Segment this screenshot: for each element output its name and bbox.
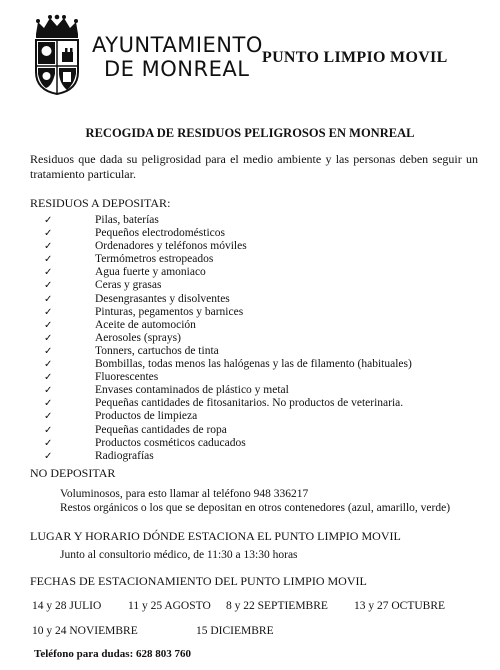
date-item: 10 y 24 NOVIEMBRE	[32, 625, 138, 637]
location-text: Junto al consultorio médico, de 11:30 a 13:30 horas	[60, 549, 298, 561]
check-icon: ✓	[44, 215, 53, 226]
check-icon: ✓	[44, 372, 53, 384]
check-icon: ✓	[44, 424, 53, 436]
check-icon: ✓	[44, 332, 53, 344]
no-deposit-heading: NO DEPOSITAR	[30, 466, 116, 480]
check-icon: ✓	[44, 241, 53, 253]
date-item: 11 y 25 AGOSTO	[128, 600, 211, 612]
check-icon: ✓	[44, 398, 53, 410]
date-item: 14 y 28 JULIO	[32, 600, 102, 612]
check-icon: ✓	[44, 319, 53, 331]
check-icon: ✓	[44, 267, 53, 279]
intro-paragraph: Residuos que dada su peligrosidad para el medio ambiente y las personas deben seguir un tratamiento particular.	[30, 152, 478, 181]
date-item: 8 y 22 SEPTIEMBRE	[226, 600, 328, 612]
check-icon: ✓	[44, 280, 53, 292]
check-icon: ✓	[44, 437, 53, 449]
org-name-line1: AYUNTAMIENTO	[92, 33, 263, 57]
phone-line: Teléfono para dudas: 628 803 760	[34, 648, 191, 660]
no-deposit-item: Restos orgánicos o los que se depositan en otros contenedores (azul, amarillo, verde)	[60, 502, 451, 514]
dates-heading: FECHAS DE ESTACIONAMIENTO DEL PUNTO LIMPIO MOVIL	[30, 574, 367, 588]
check-icon: ✓	[44, 411, 53, 423]
date-item: 13 y 27 OCTUBRE	[354, 600, 446, 612]
no-deposit-item: Voluminosos, para esto llamar al teléfono 948 336217	[60, 488, 309, 500]
check-icon: ✓	[44, 306, 53, 318]
check-icon: ✓	[44, 254, 53, 266]
coat-of-arms-icon	[32, 14, 82, 96]
location-heading: LUGAR Y HORARIO DÓNDE ESTACIONA EL PUNTO LIMPIO MOVIL	[30, 529, 401, 543]
page-title: PUNTO LIMPIO MOVIL	[262, 49, 448, 66]
date-item: 15 DICIEMBRE	[196, 625, 274, 637]
check-icon: ✓	[44, 450, 53, 462]
deposit-heading: RESIDUOS A DEPOSITAR:	[30, 196, 171, 210]
check-icon: ✓	[44, 228, 53, 240]
check-icon: ✓	[44, 359, 53, 371]
check-icon: ✓	[44, 293, 53, 305]
section-title: RECOGIDA DE RESIDUOS PELIGROSOS EN MONREAL	[85, 126, 415, 140]
check-icon: ✓	[44, 385, 53, 397]
org-name-line2: DE MONREAL	[104, 57, 250, 81]
check-icon: ✓	[44, 345, 53, 357]
